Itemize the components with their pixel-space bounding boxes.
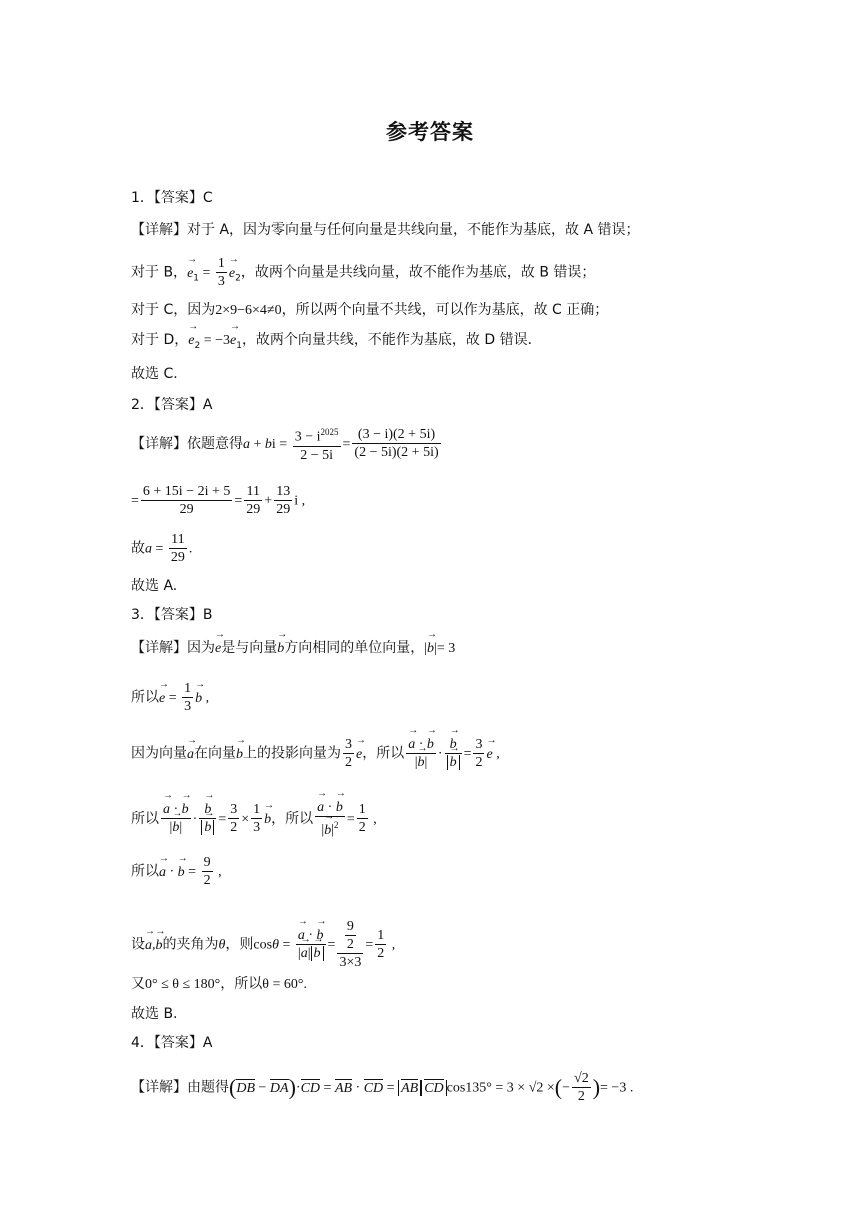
q3-conclusion: 故选 B. (131, 1006, 178, 1022)
q3-answer-heading: 3．【答案】B (131, 607, 213, 623)
q3-detail-5: 所以→ a · → b = $\frac{9}{2}$ , (131, 854, 222, 889)
q3-detail-3: 因为向量→ a在向量→ b上的投影向量为 $\frac{3}{2}$ → e，所以 → $\frac{a \cdot \to b}{|\to b|}$ · → b → b = $\frac{3}{2}$ → e , (131, 736, 500, 771)
q1-answer-heading: 1．【答案】C (131, 190, 213, 206)
q1-detail-a: 【详解】对于 A，因为零向量与任何向量是共线向量，不能作为基底，故 A 错误； (131, 222, 640, 238)
q2-conclusion: 故选 A. (131, 578, 178, 594)
q1-detail-d: 对于 D，→ $e_2 = -3\to e_1$，故两个向量共线，不能作为基底，故 D 错误． (131, 331, 542, 355)
q1-detail-b: 对于 B，→ $e_1$ = $\frac{1}{3}$ → $e_2$，故两个向量是共线向量，故不能作为基底，故 B 错误； (131, 255, 595, 290)
q3-detail-2: 所以→ e = $\frac{1}{3}$ → b , (131, 680, 209, 715)
q2-answer-heading: 2．【答案】A (131, 397, 213, 413)
q1-detail-c: 对于 C，因为2×9−6×4≠0，所以两个向量不共线，可以作为基底，故 C 正确； (131, 302, 609, 318)
q2-detail-2: = $\frac{6 + 15i - 2i + 5}{29}$ = $\frac{11}{29}$ + $\frac{13}{29}$ i , (131, 484, 306, 517)
q2-detail-3: 故a = $\frac{11}{29}$ . (131, 532, 193, 565)
q4-answer-heading: 4．【答案】A (131, 1035, 213, 1051)
q2-detail-1: 【详解】依题意得a + bi = $\frac{3 - i^{2025}}{2 - 5i}$ = $\frac{(3 - i)(2 + 5i)}{(2 - 5i)(2 + 5i)}$ (131, 424, 443, 464)
q3-detail-7: 又0° ≤ θ ≤ 180°，所以θ = 60°. (131, 976, 307, 992)
q3-detail-1: 【详解】因为→ e是与向量→ b方向相同的单位向量，|→ b|= 3 (131, 639, 455, 658)
page-title: 参考答案 (386, 120, 474, 144)
q1-conclusion: 故选 C. (131, 366, 178, 382)
q3-detail-6: 设→ a,→ b的夹角为θ，则cosθ = → $\frac{a \cdot \to b}{|\to a|\to b}$ = $\frac{\frac{9}{2}}{3\times 3}$ = $\frac{1}{2}$ , (131, 918, 395, 971)
q4-detail-1: 【详解】由题得(DB − DA)·CD = AB · CD = AB CD cos135° = 3 × √2 ×(− $\frac{√2}{2}$ )= −3 . (131, 1071, 634, 1104)
q3-detail-4: 所以 → $\frac{a \cdot \to b}{|\to b|}$ · → b → b = $\frac{3}{2}$ × $\frac{1}{3}$ → b，所以 → $\frac{a \cdot \to b}{|\to b|^2}$ = $\frac{1}{2}$ , (131, 799, 377, 839)
